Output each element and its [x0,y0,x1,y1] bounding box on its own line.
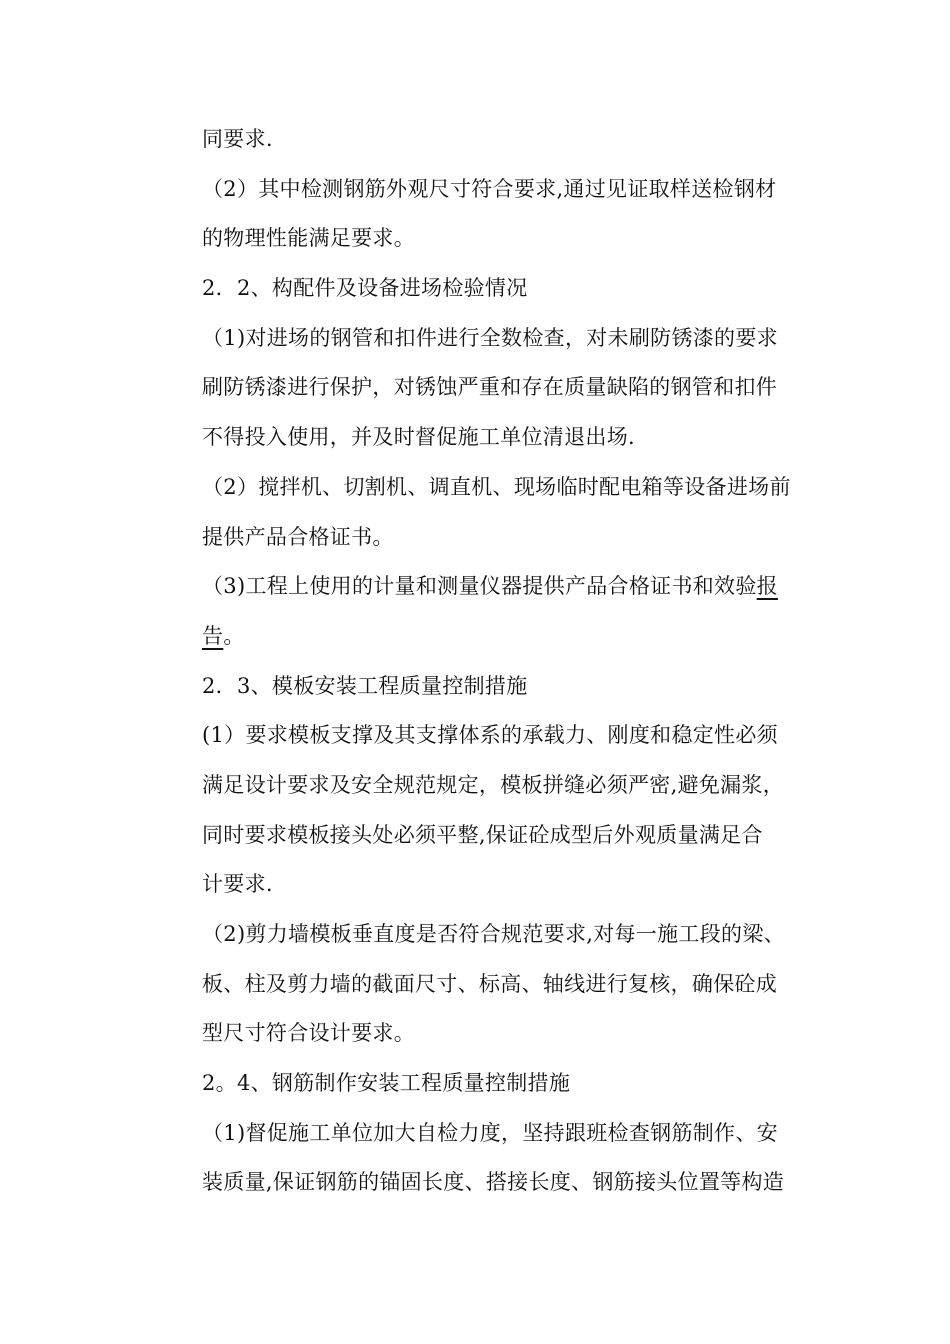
text-line: 板、柱及剪力墙的截面尺寸、标高、轴线进行复核，确保砼成 [202,971,778,996]
text-line: 同要求. [202,127,273,151]
underlined-text: 报 [756,574,778,599]
text-line: 满足设计要求及安全规范规定，模板拼缝必须严密,避免漏浆， [202,772,785,797]
text-line: （1)督促施工单位加大自检力度，坚持跟班检查钢筋制作、安 [202,1120,778,1145]
text-line: （2）其中检测钢筋外观尺寸符合要求,通过见证取样送检钢材 [202,176,777,201]
text-line: 不得投入使用，并及时督促施工单位清退出场. [202,425,635,450]
underlined-text: 告 [202,623,224,648]
text-line: (1）要求模板支撑及其支撑体系的承载力、刚度和稳定性必须 [202,723,778,748]
section-heading: 2．3、模板安装工程质量控制措施 [202,673,528,698]
section-heading: 2。4、钢筋制作安装工程质量控制措施 [202,1071,571,1096]
document-body [202,115,810,1208]
text-line: 计要求. [202,872,273,897]
text-segment: （3)工程上使用的计量和测量仪器提供产品合格证书和效验 [202,574,757,599]
text-line: 刷防锈漆进行保护，对锈蚀严重和存在质量缺陷的钢管和扣件 [202,375,778,400]
text-line: 型尺寸符合设计要求。 [202,1021,415,1046]
text-line: 提供产品合格证书。 [202,524,394,549]
text-line: （2）搅拌机、切割机、调直机、现场临时配电箱等设备进场前 [202,474,791,499]
text-line [202,562,810,612]
text-line: 同时要求模板接头处必须平整,保证砼成型后外观质量满足合 [202,822,763,847]
text-segment: 。 [223,623,245,648]
text-line [202,612,810,662]
text-line: 装质量,保证钢筋的锚固长度、搭接长度、钢筋接头位置等构造 [202,1170,785,1195]
text-line: （2)剪力墙模板垂直度是否符合规范要求,对每一施工段的梁、 [202,922,785,946]
section-heading: 2．2、构配件及设备进场检验情况 [202,276,528,301]
text-line: （1)对进场的钢管和扣件进行全数检查，对未刷防锈漆的要求 [202,325,778,350]
text-line: 的物理性能满足要求。 [202,226,415,251]
